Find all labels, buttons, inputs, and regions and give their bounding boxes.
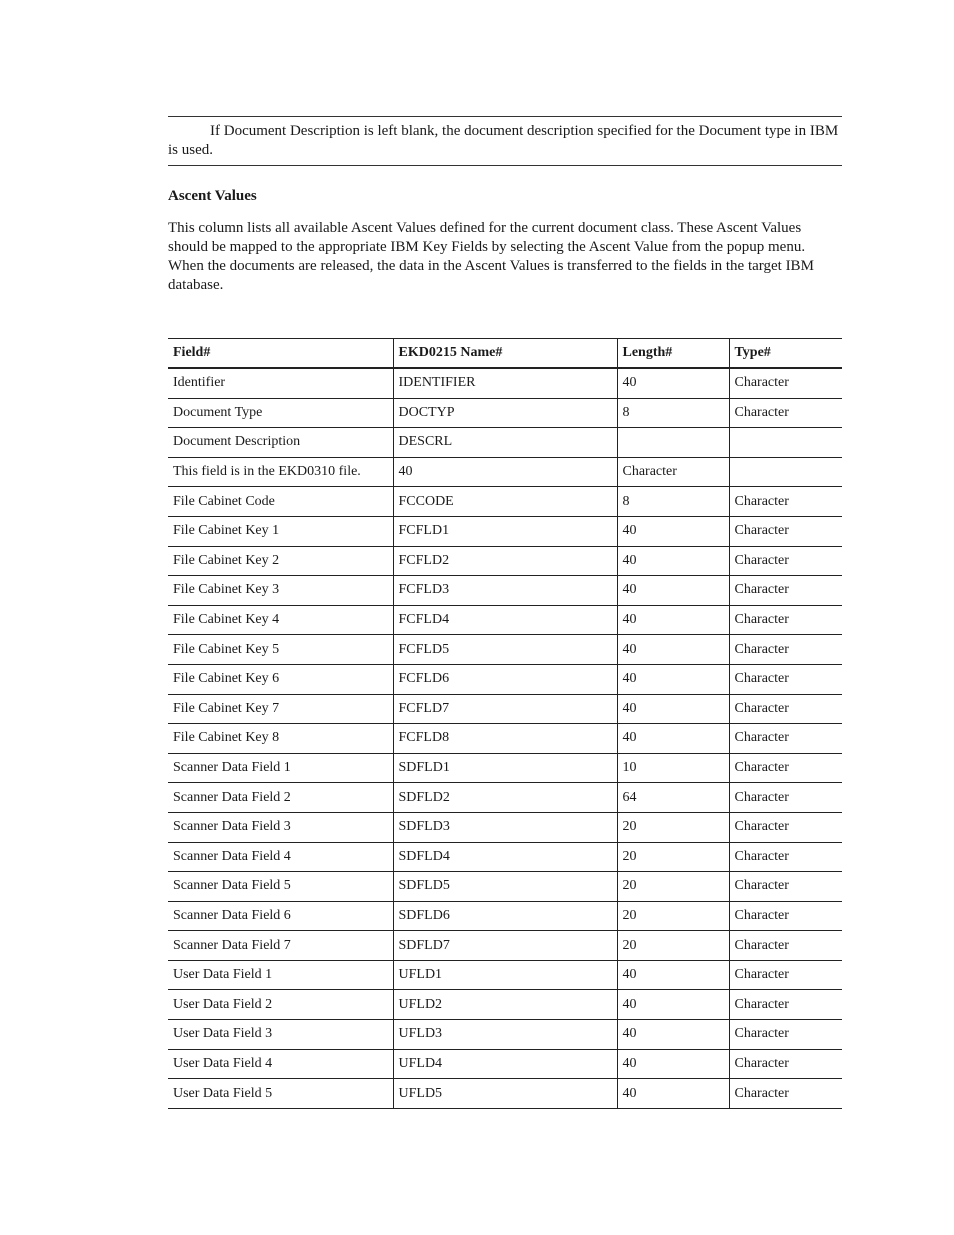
table-row (168, 487, 842, 517)
table-cell: User Data Field 5 (168, 1079, 393, 1109)
header-length: Length# (617, 339, 729, 369)
table-cell: 20 (617, 842, 729, 872)
table-row (168, 368, 842, 398)
table-cell: User Data Field 4 (168, 1049, 393, 1079)
section-title: Ascent Values (168, 188, 257, 204)
table-cell: 40 (617, 1020, 729, 1050)
table-cell: Document Type (168, 398, 393, 428)
table-cell: Character (729, 872, 842, 902)
table-cell: Character (729, 605, 842, 635)
table-cell: File Cabinet Key 6 (168, 664, 393, 694)
table-cell: Scanner Data Field 2 (168, 783, 393, 813)
table-row (168, 842, 842, 872)
table-row (168, 428, 842, 458)
table-row (168, 516, 842, 546)
table-cell: 40 (617, 1079, 729, 1109)
table-cell: 40 (617, 368, 729, 398)
table-cell: File Cabinet Key 7 (168, 694, 393, 724)
table-cell: File Cabinet Key 1 (168, 516, 393, 546)
table-cell: Character (729, 694, 842, 724)
table-cell: File Cabinet Key 3 (168, 576, 393, 606)
table-cell: Character (729, 783, 842, 813)
table-cell: 40 (617, 694, 729, 724)
table-cell: SDFLD4 (393, 842, 617, 872)
table-cell: FCFLD7 (393, 694, 617, 724)
table-row (168, 753, 842, 783)
table-cell: SDFLD2 (393, 783, 617, 813)
table-row (168, 546, 842, 576)
table-cell: Character (729, 664, 842, 694)
table-cell: Character (729, 576, 842, 606)
table-cell: 40 (617, 960, 729, 990)
table-cell: SDFLD6 (393, 901, 617, 931)
field-mapping-table (168, 338, 842, 1109)
table-cell: File Cabinet Key 5 (168, 635, 393, 665)
table-cell: 20 (617, 901, 729, 931)
table-cell: 40 (617, 516, 729, 546)
table-cell: File Cabinet Code (168, 487, 393, 517)
table-cell: This field is in the EKD0310 file. (168, 457, 393, 487)
table-cell: FCFLD1 (393, 516, 617, 546)
table-cell: FCFLD3 (393, 576, 617, 606)
table-body (168, 368, 842, 1108)
table-cell: 8 (617, 398, 729, 428)
table-row (168, 1020, 842, 1050)
table-cell: Character (729, 1020, 842, 1050)
table-row (168, 931, 842, 961)
table-cell: 64 (617, 783, 729, 813)
table-cell: UFLD4 (393, 1049, 617, 1079)
table-cell: 40 (617, 664, 729, 694)
table-cell: Character (729, 398, 842, 428)
table-cell: FCFLD6 (393, 664, 617, 694)
table-cell: User Data Field 2 (168, 990, 393, 1020)
table-row (168, 576, 842, 606)
note-box (168, 116, 842, 166)
table-cell: 40 (617, 546, 729, 576)
table-cell: 40 (617, 990, 729, 1020)
table-cell: 40 (617, 576, 729, 606)
table-cell: Character (729, 368, 842, 398)
note-text: If Document Description is left blank, the document description specified for the Document type in IBM is used. (168, 123, 839, 158)
table-row (168, 960, 842, 990)
section-body: This column lists all available Ascent Values defined for the current document class. These Ascent Values should be mapped to the appropriate IBM Key Fields by selecting the Ascent Value from the popup menu. When the documents are released, the data in the Ascent Values is transferred to the fields in the target IBM database. (168, 220, 814, 293)
table-cell: 20 (617, 931, 729, 961)
table-cell: FCCODE (393, 487, 617, 517)
table-row (168, 635, 842, 665)
table-cell: Character (729, 1079, 842, 1109)
table-row (168, 812, 842, 842)
table-row (168, 901, 842, 931)
header-name: EKD0215 Name# (393, 339, 617, 369)
table-cell: User Data Field 3 (168, 1020, 393, 1050)
table-cell: DESCRL (393, 428, 617, 458)
table-cell: 40 (617, 605, 729, 635)
table-cell: Character (729, 842, 842, 872)
table-cell: FCFLD8 (393, 724, 617, 754)
table-cell: Scanner Data Field 7 (168, 931, 393, 961)
table-cell: SDFLD3 (393, 812, 617, 842)
table-cell: Character (729, 990, 842, 1020)
table-cell: Character (729, 724, 842, 754)
table-cell: SDFLD7 (393, 931, 617, 961)
table-row (168, 990, 842, 1020)
header-type: Type# (729, 339, 842, 369)
table-cell: 40 (617, 635, 729, 665)
table-cell (729, 428, 842, 458)
table-cell: UFLD5 (393, 1079, 617, 1109)
table-cell: Character (729, 487, 842, 517)
table-cell: FCFLD4 (393, 605, 617, 635)
table-cell: SDFLD1 (393, 753, 617, 783)
table-cell: 20 (617, 812, 729, 842)
table-cell: 8 (617, 487, 729, 517)
table-cell: IDENTIFIER (393, 368, 617, 398)
table-row (168, 872, 842, 902)
table-cell: Scanner Data Field 6 (168, 901, 393, 931)
table-cell: 40 (393, 457, 617, 487)
table-cell: 40 (617, 1049, 729, 1079)
table-row (168, 783, 842, 813)
table-cell: File Cabinet Key 4 (168, 605, 393, 635)
table-cell: Character (729, 635, 842, 665)
table-cell: Scanner Data Field 3 (168, 812, 393, 842)
table-cell: 40 (617, 724, 729, 754)
table-cell: Character (729, 516, 842, 546)
table-cell: FCFLD5 (393, 635, 617, 665)
table-row (168, 694, 842, 724)
table-cell: 10 (617, 753, 729, 783)
table-cell: DOCTYP (393, 398, 617, 428)
table-cell: Scanner Data Field 4 (168, 842, 393, 872)
header-field: Field# (168, 339, 393, 369)
table-cell: UFLD3 (393, 1020, 617, 1050)
table-row (168, 398, 842, 428)
table-cell: Character (729, 1049, 842, 1079)
table-cell: Character (729, 960, 842, 990)
table-cell: 20 (617, 872, 729, 902)
table-cell: Character (729, 546, 842, 576)
table-row (168, 1049, 842, 1079)
table-cell: Character (729, 931, 842, 961)
table-cell: SDFLD5 (393, 872, 617, 902)
table-cell: FCFLD2 (393, 546, 617, 576)
table-cell: User Data Field 1 (168, 960, 393, 990)
table-cell (617, 428, 729, 458)
table-row (168, 457, 842, 487)
table-cell: Character (729, 812, 842, 842)
table-cell: Scanner Data Field 5 (168, 872, 393, 902)
table-cell: File Cabinet Key 8 (168, 724, 393, 754)
table-cell: File Cabinet Key 2 (168, 546, 393, 576)
table-cell: Character (729, 753, 842, 783)
table-cell: UFLD1 (393, 960, 617, 990)
table-row (168, 605, 842, 635)
table-cell: Scanner Data Field 1 (168, 753, 393, 783)
table-header-row (168, 339, 842, 369)
table-cell: UFLD2 (393, 990, 617, 1020)
table-cell: Identifier (168, 368, 393, 398)
table-cell: Character (729, 901, 842, 931)
table-row (168, 1079, 842, 1109)
table-cell: Character (617, 457, 729, 487)
table-cell: Document Description (168, 428, 393, 458)
table-cell (729, 457, 842, 487)
table-row (168, 664, 842, 694)
table-row (168, 724, 842, 754)
